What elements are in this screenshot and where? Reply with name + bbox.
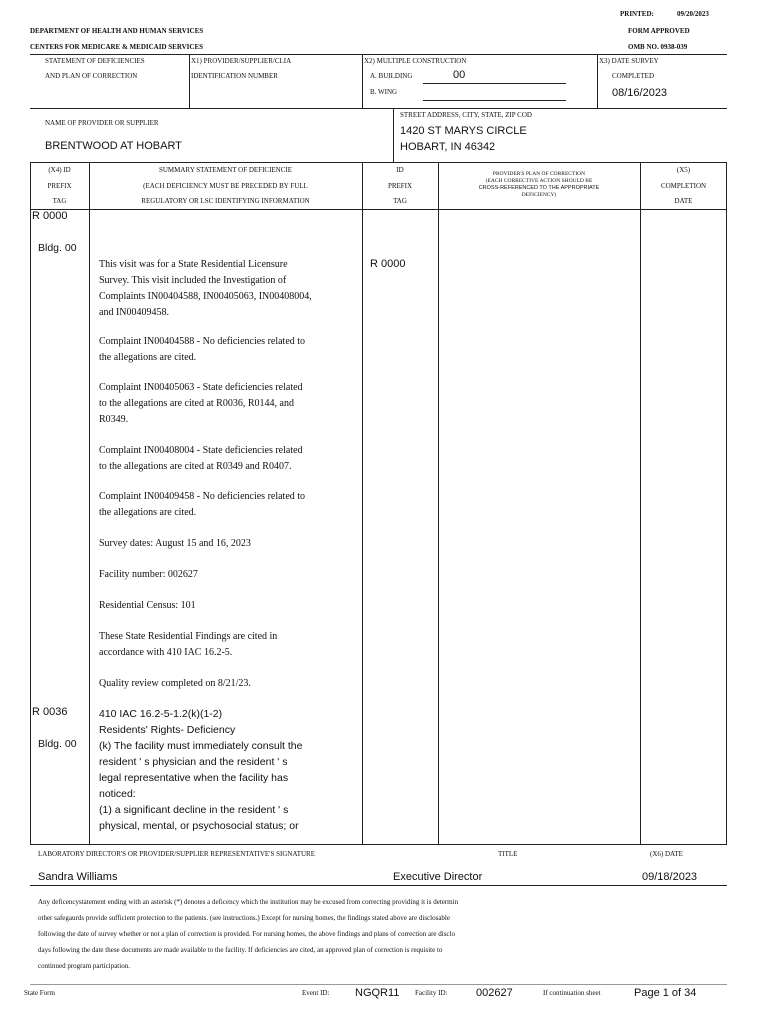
paragraph-residents-rights: 410 IAC 16.2-5-1.2(k)(1-2) Residents' Rights- Deficiency (k) The facility must immediately consult the resident ' s physician and the resident ' s legal representative when the facility has noticed: (1) a significant decline in the resident ' s physical, mental, or psychosocial status; or xyxy=(99,708,303,832)
disclaimer-footnote: Any deficencystatement ending with an asterisk (*) denotes a deficency which the institution may be excused from correcting providing it is determin other safegaurds provide sufficient protection to the patients. (see instructions.) Except for nursing homes, the findings stated above are disclosable following the date of survey whether or not a plan of correction is provided. For nursing homes, the above findings and plans of correction are disclo days following the date these documents are made available to the facility. If deficiencies are cited, an approved plan of correction is requisite to continued program participation. xyxy=(38,898,459,970)
x3-label-2: COMPLETED xyxy=(612,72,654,80)
signature-label: LABORATORY DIRECTOR'S OR PROVIDER/SUPPLIER REPRESENTATIVE'S SIGNATURE xyxy=(38,850,316,858)
title-label: TITLE xyxy=(498,850,518,858)
event-id-label: Event ID: xyxy=(302,989,330,997)
paragraph-complaint-1: Complaint IN00404588 - No deficiencies related to the allegations are cited. xyxy=(99,336,306,363)
id-label: ID xyxy=(396,166,404,174)
id-prefix: PREFIX xyxy=(387,182,413,190)
printed-label: PRINTED: xyxy=(620,10,654,18)
paragraph-visit: This visit was for a State Residential Licensure Survey. This visit included the Investigation of Complaints IN00404588, IN00405063, IN00408004, and IN00409458. xyxy=(99,259,312,318)
survey-date-value: 08/16/2023 xyxy=(612,87,668,99)
department-title: DEPARTMENT OF HEALTH AND HUMAN SERVICES xyxy=(30,27,204,35)
address-line-1: 1420 ST MARYS CIRCLE xyxy=(400,125,527,137)
signature-date: 09/18/2023 xyxy=(642,871,698,883)
wing-label: B. WING xyxy=(370,88,398,96)
x5-date: DATE xyxy=(674,197,693,205)
x4-label: (X4) ID xyxy=(48,166,71,174)
printed-date: 09/20/2023 xyxy=(677,10,709,18)
residential-census: Residential Census: 101 xyxy=(99,600,196,611)
tag-r0000: R 0000 xyxy=(32,210,68,222)
summary-header-3: REGULATORY OR LSC IDENTIFYING INFORMATION xyxy=(141,197,310,205)
signature-title: Executive Director xyxy=(393,871,483,883)
omb-number: OMB NO. 0938-039 xyxy=(628,43,688,51)
tag-r0036: R 0036 xyxy=(32,706,68,718)
paragraph-complaint-2: Complaint IN00405063 - State deficiencies related to the allegations are cited at R0036, R0144, and R0349. xyxy=(99,382,303,425)
building-label: A. BUILDING xyxy=(370,72,413,80)
paragraph-complaint-3: Complaint IN00408004 - State deficiencies related to the allegations are cited at R0349 and R0407. xyxy=(99,445,303,472)
bldg-00-r0036: Bldg. 00 xyxy=(38,738,77,750)
continuation-label: If continuation sheet xyxy=(543,989,601,997)
x5-label: (X5) xyxy=(676,166,691,174)
signature-name: Sandra Williams xyxy=(38,871,118,883)
x5-completion: COMPLETION xyxy=(660,182,707,190)
summary-header-2: (EACH DEFICIENCY MUST BE PRECEDED BY FULL xyxy=(143,182,308,190)
facility-id-label: Facility ID: xyxy=(415,989,448,997)
x6-date-label: (X6) DATE xyxy=(650,850,683,858)
x4-tag: TAG xyxy=(52,197,67,205)
state-form-label: State Form xyxy=(24,989,55,997)
statement-label: STATEMENT OF DEFICIENCIES xyxy=(45,57,145,65)
plan-label: AND PLAN OF CORRECTION xyxy=(45,72,138,80)
quality-review: Quality review completed on 8/21/23. xyxy=(99,678,251,689)
x4-prefix: PREFIX xyxy=(47,182,72,190)
provider-name-value: BRENTWOOD AT HOBART xyxy=(45,140,182,152)
bldg-00: Bldg. 00 xyxy=(38,242,77,254)
event-id-value: NGQR11 xyxy=(355,987,400,999)
x2-label: X2) MULTIPLE CONSTRUCTION xyxy=(364,57,467,65)
x3-label: X3) DATE SURVEY xyxy=(599,57,659,65)
building-value: 00 xyxy=(453,69,466,81)
x1-label: X1) PROVIDER/SUPPLIER/CLIA xyxy=(191,57,292,65)
survey-dates: Survey dates: August 15 and 16, 2023 xyxy=(99,538,251,549)
id-tag-r0000: R 0000 xyxy=(370,258,406,270)
address-label: STREET ADDRESS, CITY, STATE, ZIP COD xyxy=(400,111,532,119)
facility-id-value: 002627 xyxy=(476,987,513,999)
provider-name-label: NAME OF PROVIDER OR SUPPLIER xyxy=(45,119,159,127)
centers-title: CENTERS FOR MEDICARE & MEDICAID SERVICES xyxy=(30,43,204,51)
plan-header: PROVIDER'S PLAN OF CORRECTION (EACH CORRECTIVE ACTION SHOULD BE CROSS-REFERENCED TO THE APPROPRIATE DEFICIENCY) xyxy=(478,171,600,198)
paragraph-complaint-4: Complaint IN00409458 - No deficiencies related to the allegations are cited. xyxy=(99,491,306,518)
x1-label-2: IDENTIFICATION NUMBER xyxy=(191,72,278,80)
facility-number: Facility number: 002627 xyxy=(99,569,198,580)
id-tag: TAG xyxy=(393,197,407,205)
summary-header: SUMMARY STATEMENT OF DEFICIENCIE xyxy=(158,166,293,174)
form-approved: FORM APPROVED xyxy=(628,27,690,35)
paragraph-findings: These State Residential Findings are cited in accordance with 410 IAC 16.2-5. xyxy=(99,631,278,658)
address-line-2: HOBART, IN 46342 xyxy=(400,141,496,153)
page-number: Page 1 of 34 xyxy=(634,987,697,999)
